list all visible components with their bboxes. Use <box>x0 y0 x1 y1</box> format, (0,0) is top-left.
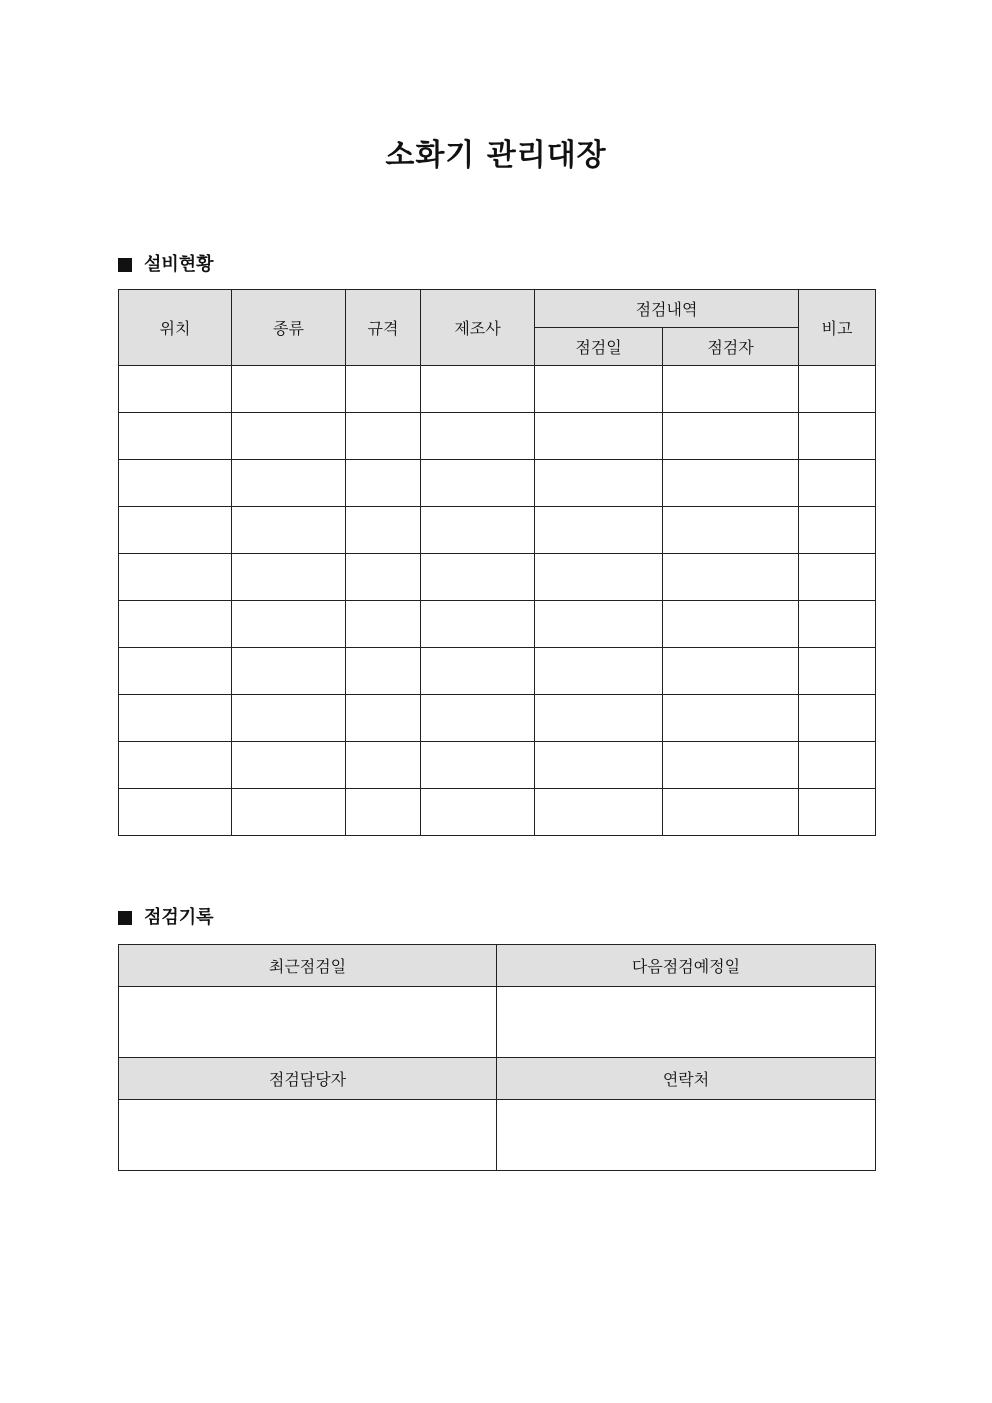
table-row <box>119 413 876 460</box>
cell-type[interactable] <box>232 366 346 413</box>
cell-remarks[interactable] <box>799 789 876 836</box>
cell-manufacturer[interactable] <box>421 789 535 836</box>
contact-label: 연락처 <box>497 1058 876 1100</box>
cell-inspection-date[interactable] <box>535 742 663 789</box>
cell-inspection-date[interactable] <box>535 648 663 695</box>
table-row <box>119 695 876 742</box>
cell-spec[interactable] <box>346 366 421 413</box>
cell-type[interactable] <box>232 789 346 836</box>
cell-spec[interactable] <box>346 695 421 742</box>
column-header-spec: 규격 <box>346 290 421 366</box>
inspection-record-section-heading-label: 점검기록 <box>144 907 214 928</box>
next-scheduled-inspection-field[interactable] <box>497 987 876 1058</box>
inspection-manager-field[interactable] <box>119 1100 497 1171</box>
table-row <box>119 554 876 601</box>
cell-spec[interactable] <box>346 507 421 554</box>
cell-inspection-date[interactable] <box>535 366 663 413</box>
cell-inspector[interactable] <box>663 789 799 836</box>
inspection-record-table <box>118 944 876 1171</box>
next-scheduled-inspection-label: 다음점검예정일 <box>497 945 876 987</box>
table-row <box>119 742 876 789</box>
cell-inspector[interactable] <box>663 695 799 742</box>
cell-location[interactable] <box>119 413 232 460</box>
cell-inspector[interactable] <box>663 554 799 601</box>
cell-manufacturer[interactable] <box>421 507 535 554</box>
cell-inspector[interactable] <box>663 366 799 413</box>
cell-location[interactable] <box>119 648 232 695</box>
equipment-section-heading <box>118 253 214 277</box>
page-title: 소화기 관리대장 <box>385 138 607 173</box>
cell-location[interactable] <box>119 695 232 742</box>
square-bullet-icon <box>118 258 132 272</box>
cell-type[interactable] <box>232 460 346 507</box>
column-header-remarks: 비고 <box>799 290 876 366</box>
cell-inspection-date[interactable] <box>535 413 663 460</box>
column-header-manufacturer: 제조사 <box>421 290 535 366</box>
cell-location[interactable] <box>119 742 232 789</box>
cell-inspection-date[interactable] <box>535 695 663 742</box>
cell-remarks[interactable] <box>799 601 876 648</box>
cell-spec[interactable] <box>346 460 421 507</box>
cell-spec[interactable] <box>346 648 421 695</box>
cell-spec[interactable] <box>346 789 421 836</box>
cell-location[interactable] <box>119 789 232 836</box>
cell-remarks[interactable] <box>799 507 876 554</box>
cell-remarks[interactable] <box>799 648 876 695</box>
inspection-record-section-heading <box>118 906 214 930</box>
cell-type[interactable] <box>232 507 346 554</box>
cell-location[interactable] <box>119 601 232 648</box>
inspection-manager-label: 점검담당자 <box>119 1058 497 1100</box>
cell-remarks[interactable] <box>799 742 876 789</box>
cell-manufacturer[interactable] <box>421 648 535 695</box>
cell-inspection-date[interactable] <box>535 554 663 601</box>
cell-location[interactable] <box>119 366 232 413</box>
recent-inspection-date-label: 최근점검일 <box>119 945 497 987</box>
record-value-row <box>119 1100 876 1171</box>
table-header-row <box>119 290 876 328</box>
equipment-status-table <box>118 289 876 836</box>
cell-inspector[interactable] <box>663 507 799 554</box>
cell-remarks[interactable] <box>799 695 876 742</box>
table-row <box>119 648 876 695</box>
cell-manufacturer[interactable] <box>421 413 535 460</box>
record-value-row <box>119 987 876 1058</box>
table-row <box>119 601 876 648</box>
cell-manufacturer[interactable] <box>421 601 535 648</box>
cell-manufacturer[interactable] <box>421 554 535 601</box>
cell-type[interactable] <box>232 648 346 695</box>
table-row <box>119 507 876 554</box>
cell-manufacturer[interactable] <box>421 460 535 507</box>
cell-remarks[interactable] <box>799 413 876 460</box>
cell-remarks[interactable] <box>799 554 876 601</box>
square-bullet-icon <box>118 911 132 925</box>
column-header-inspection-group: 점검내역 <box>535 290 799 328</box>
cell-spec[interactable] <box>346 413 421 460</box>
cell-inspection-date[interactable] <box>535 789 663 836</box>
table-row <box>119 460 876 507</box>
cell-inspector[interactable] <box>663 601 799 648</box>
cell-location[interactable] <box>119 460 232 507</box>
cell-location[interactable] <box>119 554 232 601</box>
table-row <box>119 366 876 413</box>
cell-manufacturer[interactable] <box>421 366 535 413</box>
record-label-row <box>119 1058 876 1100</box>
cell-inspector[interactable] <box>663 413 799 460</box>
cell-inspector[interactable] <box>663 742 799 789</box>
cell-spec[interactable] <box>346 601 421 648</box>
cell-inspection-date[interactable] <box>535 507 663 554</box>
column-header-location: 위치 <box>119 290 232 366</box>
column-header-type: 종류 <box>232 290 346 366</box>
cell-remarks[interactable] <box>799 460 876 507</box>
cell-inspection-date[interactable] <box>535 601 663 648</box>
cell-spec[interactable] <box>346 554 421 601</box>
contact-field[interactable] <box>497 1100 876 1171</box>
column-header-inspector: 점검자 <box>663 328 799 366</box>
cell-type[interactable] <box>232 742 346 789</box>
cell-inspector[interactable] <box>663 648 799 695</box>
cell-location[interactable] <box>119 507 232 554</box>
cell-inspector[interactable] <box>663 460 799 507</box>
column-header-inspection-date: 점검일 <box>535 328 663 366</box>
cell-inspection-date[interactable] <box>535 460 663 507</box>
table-row <box>119 789 876 836</box>
cell-type[interactable] <box>232 601 346 648</box>
equipment-section-heading-label: 설비현황 <box>144 254 214 275</box>
cell-manufacturer[interactable] <box>421 695 535 742</box>
cell-type[interactable] <box>232 695 346 742</box>
cell-remarks[interactable] <box>799 366 876 413</box>
cell-spec[interactable] <box>346 742 421 789</box>
cell-manufacturer[interactable] <box>421 742 535 789</box>
cell-type[interactable] <box>232 413 346 460</box>
recent-inspection-date-field[interactable] <box>119 987 497 1058</box>
record-label-row <box>119 945 876 987</box>
cell-type[interactable] <box>232 554 346 601</box>
